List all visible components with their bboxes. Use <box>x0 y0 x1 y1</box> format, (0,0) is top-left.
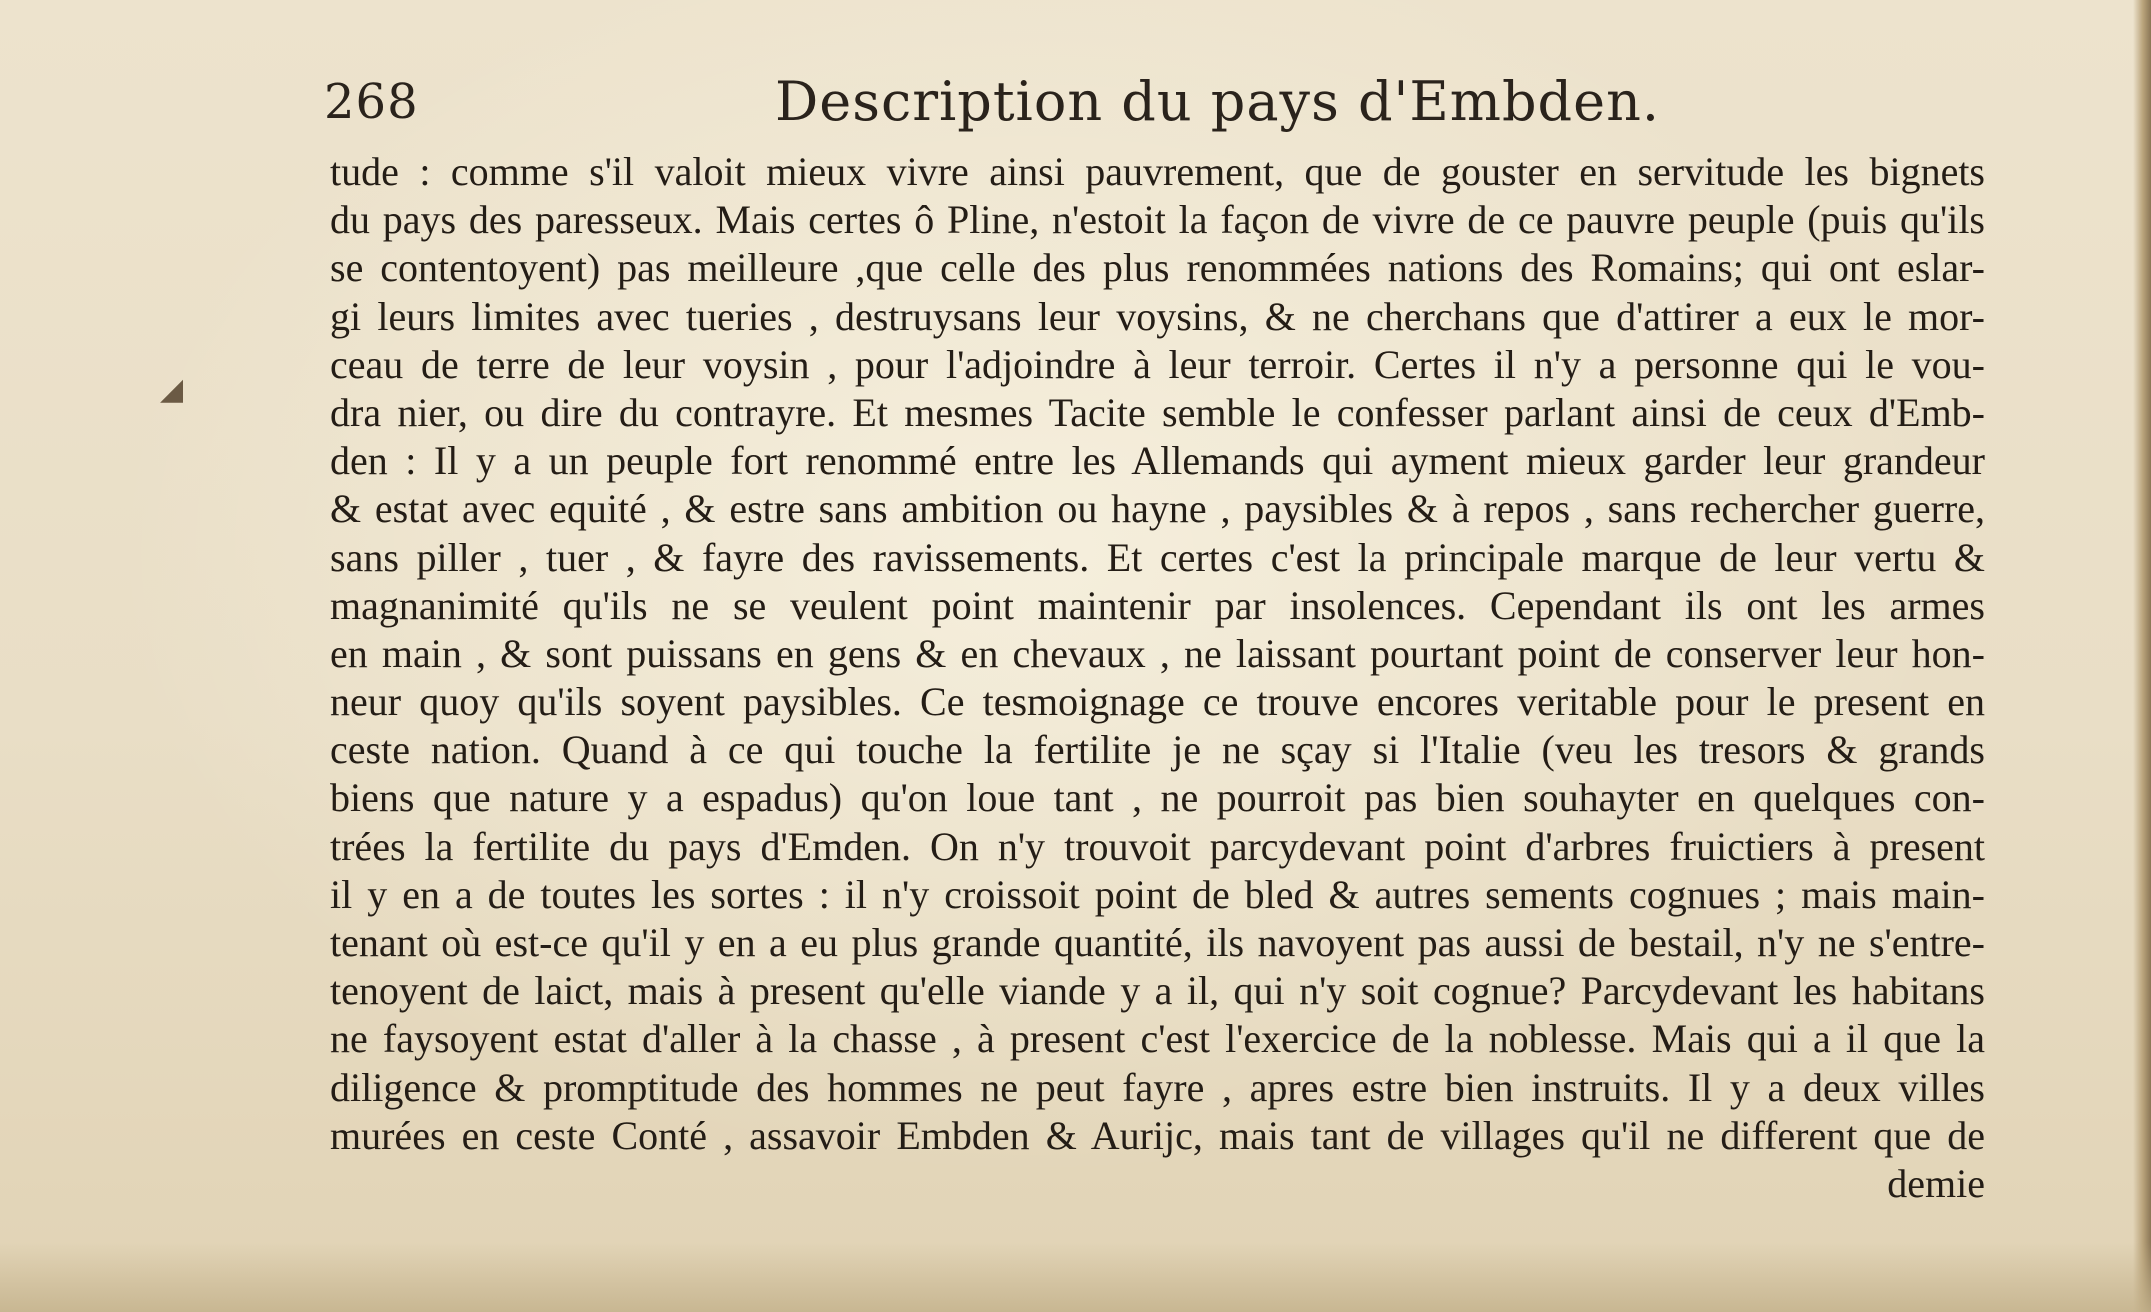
text-line: gi leurs limites avec tueries , destruysans leur voysins, & ne cherchans que d'attirer a eux le mor- <box>330 293 1985 339</box>
page-edge-right <box>2133 0 2151 1312</box>
text-line: du pays des paresseux. Mais certes ô Pline, n'estoit la façon de vivre de ce pauvre peuple (puis qu'ils <box>330 197 1985 243</box>
text-line: & estat avec equité , & estre sans ambition ou hayne , paysibles & à repos , sans rechercher guerre, <box>330 486 1985 532</box>
text-line: ceau de terre de leur voysin , pour l'adjoindre à leur terroir. Certes il n'y a personne qui le vou- <box>330 341 1985 387</box>
text-line: tude : comme s'il valoit mieux vivre ainsi pauvrement, que de gouster en servitude les bignets <box>330 149 1985 194</box>
text-line: tenoyent de laict, mais à present qu'elle viande y a il, qui n'y soit cognue? Parcydevant les habitans <box>330 968 1985 1014</box>
running-title: Description du pays d'Embden. <box>775 70 1661 133</box>
text-line: diligence & promptitude des hommes ne peut fayre , apres estre bien instruits. Il y a deux villes <box>330 1064 1985 1110</box>
text-line: ceste nation. Quand à ce qui touche la fertilite je ne sçay si l'Italie (veu les tresors & grands <box>330 727 1985 773</box>
page-header <box>310 70 2010 140</box>
text-line: magnanimité qu'ils ne se veulent point maintenir par insolences. Cependant ils ont les armes <box>330 582 1985 628</box>
margin-mark: ◢ <box>160 372 184 407</box>
text-line: tenant où est-ce qu'il y en a eu plus grande quantité, ils navoyent pas aussi de bestail, n'y ne s'entre- <box>330 920 1985 965</box>
text-line: en main , & sont puissans en gens & en chevaux , ne laissant pourtant point de conserver leur hon- <box>330 630 1985 676</box>
text-line: dra nier, ou dire du contrayre. Et mesmes Tacite semble le confesser parlant ainsi de ceux d'Emb- <box>330 389 1985 435</box>
page-number: 268 <box>324 74 419 130</box>
body-text <box>330 148 1985 1208</box>
text-line: neur quoy qu'ils soyent paysibles. Ce tesmoignage ce trouve encores veritable pour le present en <box>330 679 1985 725</box>
text-line: trées la fertilite du pays d'Emden. On n'y trouvoit parcydevant point d'arbres fruictiers à present <box>330 823 1985 869</box>
text-line: den : Il y a un peuple fort renommé entre les Allemands qui ayment mieux garder leur grandeur <box>330 438 1985 484</box>
text-line: biens que nature y a espadus) qu'on loue tant , ne pourroit pas bien souhayter en quelques con- <box>330 775 1985 821</box>
catchword: demie <box>1887 1160 1985 1206</box>
text-line: murées en ceste Conté , assavoir Embden & Aurijc, mais tant de villages qu'il ne different que de <box>330 1112 1985 1158</box>
text-line: ne faysoyent estat d'aller à la chasse , à present c'est l'exercice de la noblesse. Mais qui a il que la <box>330 1016 1985 1062</box>
text-line: il y en a de toutes les sortes : il n'y croissoit point de bled & autres sements cognues ; mais main- <box>330 871 1985 917</box>
text-line: sans piller , tuer , & fayre des ravissements. Et certes c'est la principale marque de leur vertu & <box>330 534 1985 580</box>
page-edge-bottom <box>0 1242 2151 1312</box>
text-line: se contentoyent) pas meilleure ,que celle des plus renommées nations des Romains; qui ont eslar- <box>330 245 1985 291</box>
